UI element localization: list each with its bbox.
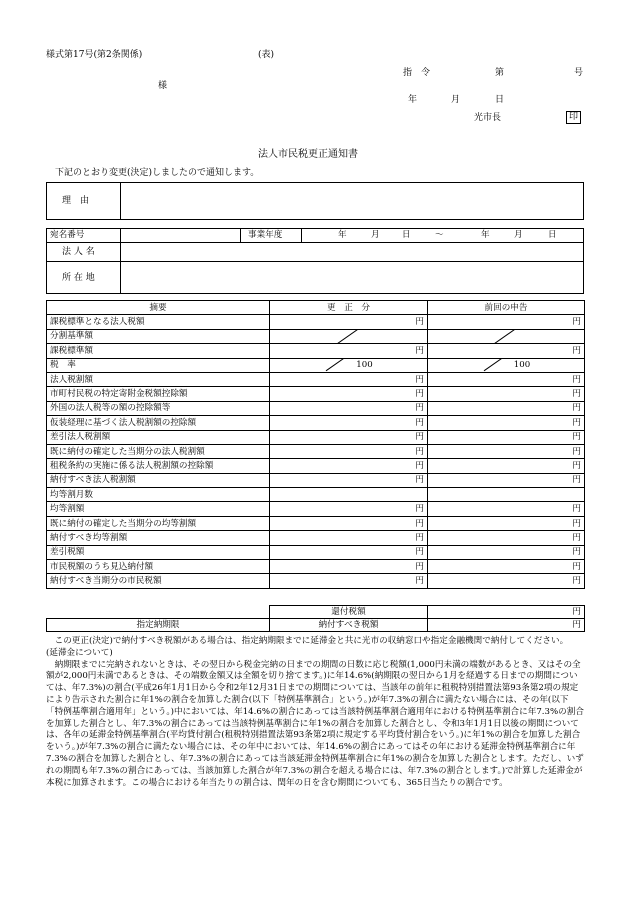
table-row (47, 344, 585, 358)
table-row (47, 459, 585, 473)
revised-cell (270, 416, 428, 430)
payable-label: 納付すべき税額 (270, 619, 428, 632)
table-row (47, 560, 585, 574)
previous-cell (428, 358, 585, 372)
row-label: 既に納付の確定した当期分の法人税割額 (47, 444, 270, 458)
previous-cell (428, 416, 585, 430)
previous-cell (428, 473, 585, 487)
row-label: 租税条約の実施に係る法人税割額の控除額 (47, 459, 270, 473)
notes-section (46, 636, 584, 789)
previous-cell (428, 430, 585, 444)
yen-unit: 円 (572, 389, 581, 400)
row-label: 課税標準となる法人税額 (47, 315, 270, 329)
yen-unit: 円 (415, 547, 424, 558)
period-from-month: 月 (371, 230, 380, 240)
header-summary: 摘要 (47, 301, 270, 315)
table-row (47, 574, 585, 588)
previous-cell (428, 531, 585, 545)
row-label: 差引税額 (47, 545, 270, 559)
row-label: 法人税割額 (47, 372, 270, 386)
revised-cell (270, 329, 428, 343)
previous-cell (428, 344, 585, 358)
previous-cell (428, 502, 585, 516)
corp-name-label: 法 人 名 (62, 247, 95, 257)
yen-unit: 円 (415, 345, 424, 356)
reason-label: 理 由 (62, 196, 90, 206)
table-row (47, 531, 585, 545)
table-row (47, 416, 585, 430)
previous-cell (428, 459, 585, 473)
table-row (47, 329, 585, 343)
revised-cell (270, 344, 428, 358)
rate-denominator: 100 (356, 360, 373, 371)
period-to-day: 日 (548, 230, 557, 240)
period-to-year: 年 (481, 230, 490, 240)
previous-cell (428, 560, 585, 574)
period-tilde: 〜 (435, 230, 444, 240)
revised-cell (270, 516, 428, 530)
yen-unit: 円 (572, 561, 581, 572)
row-label: 市町村民税の特定寄附金税額控除額 (47, 387, 270, 401)
yen-unit: 円 (572, 446, 581, 457)
revised-cell (270, 444, 428, 458)
yen-unit: 円 (415, 417, 424, 428)
payment-instruction: この更正(決定)で納付すべき税額がある場合は、指定納期限までに延滞金と共に光市の収納窓口や指定金融機関で納付してください。 (46, 636, 569, 646)
seal-mark: 印 (566, 111, 581, 124)
refund-label: 還付税額 (270, 606, 428, 619)
yen-unit: 円 (415, 432, 424, 443)
table-row (47, 473, 585, 487)
payable-yen: 円 (428, 619, 585, 632)
yen-unit: 円 (572, 475, 581, 486)
revised-cell (270, 502, 428, 516)
row-label: 均等割月数 (47, 488, 270, 502)
previous-cell (428, 401, 585, 415)
yen-unit: 円 (572, 317, 581, 328)
yen-unit: 円 (415, 317, 424, 328)
page-side-label: (表) (258, 50, 275, 60)
yen-unit: 円 (415, 374, 424, 385)
table-row (47, 516, 585, 530)
issuer-name: 光市長 (474, 113, 502, 123)
tax-table (46, 300, 585, 589)
yen-unit: 円 (572, 374, 581, 385)
row-label: 仮装経理に基づく法人税割額の控除額 (47, 416, 270, 430)
yen-unit: 円 (572, 460, 581, 471)
year-label: 年 (408, 95, 418, 105)
day-label: 日 (495, 95, 505, 105)
previous-cell (428, 516, 585, 530)
refund-yen: 円 (428, 606, 585, 619)
dai-label: 第 (495, 68, 505, 78)
rate-denominator: 100 (513, 360, 531, 371)
footer-table (46, 605, 585, 632)
go-label: 号 (574, 68, 584, 78)
slash-mark (483, 358, 502, 371)
yen-unit: 円 (415, 446, 424, 457)
sama-label: 様 (158, 81, 168, 91)
yen-unit: 円 (415, 475, 424, 486)
table-row (47, 387, 585, 401)
slash-mark (332, 329, 365, 343)
revised-cell (270, 387, 428, 401)
month-label: 月 (451, 95, 461, 105)
revised-cell (270, 574, 428, 588)
refund-row (47, 606, 585, 619)
table-row (47, 444, 585, 458)
table-header-row (47, 301, 585, 315)
previous-cell (428, 372, 585, 386)
row-label: 外国の法人税等の額の控除額等 (47, 401, 270, 415)
shirei-label: 指 令 (403, 68, 431, 78)
row-label: 分割基準額 (47, 329, 270, 343)
revised-cell (270, 459, 428, 473)
row-label: 差引法人税割額 (47, 430, 270, 444)
yen-unit: 円 (415, 504, 424, 515)
revised-cell (270, 401, 428, 415)
late-fee-body: 納期限までに完納されないときは、その翌日から税金完納の日までの期間の日数に応じ税額(1,000円未満の端数があるとき、又はその全額が2,000円未満であるときは、その端数金額又は全額を切り捨てます。)に年14.6%(納期限の翌日から1月を経過する日までの期間については、年7.3%)の割合(平成26年1月1日から令和2年12月31日までの期間については、当該年の前年に租税特別措置法第93条第2項の規定により告示された割合に年1%の割合を加算した割合(以下「特例基準割合」という。)が年7.3%の割合に満たない場合には、その年(以下「特例基準割合適用年」という。)中においては、年14.6%の割合にあっては当該特例基準割合適用年における特例基準割合に年7.3%の割合を加算した割合とし、年7.3%の割合にあっては当該特例基準割合に年1%の割合を加算した割合とし、令和3年1月1日以後の期間については、各年の延滞金特例基準割合(平均貸付割合(租税特別措置法第93条第2項に規定する平均貸付割合をいう。)に年1%の割合を加算した割合をいう。)が年7.3%の割合に満たない場合には、その年中においては、年14.6%の割合にあってはその年における延滞金特例基準割合に年7.3%の割合を加算した割合とし、年7.3%の割合にあっては当該延滞金特例基準割合に年1%の割合を加算した割合とします。ただし、いずれの期間も年7.3%の割合にあっては、当該加算した割合が年7.3%の割合を超える場合には、年7.3%の割合とします。)で計算した延滞金が本税に加算されます。この場合における年当たりの割合は、閏年の日を含む期間についても、365日当たりの割合です。 (46, 659, 584, 788)
row-label: 課税標準額 (47, 344, 270, 358)
revised-cell (270, 315, 428, 329)
table-row (47, 430, 585, 444)
previous-cell (428, 329, 585, 343)
yen-unit: 円 (415, 389, 424, 400)
revised-cell (270, 358, 428, 372)
due-date-label: 指定納期限 (47, 619, 270, 632)
previous-cell (428, 444, 585, 458)
previous-cell (428, 387, 585, 401)
row-label: 納付すべき法人税割額 (47, 473, 270, 487)
revised-cell (270, 488, 428, 502)
previous-cell (428, 545, 585, 559)
address-label: 所 在 地 (62, 273, 95, 283)
revised-cell (270, 560, 428, 574)
previous-cell (428, 488, 585, 502)
period-from-year: 年 (338, 230, 347, 240)
row-label: 既に納付の確定した当期分の均等割額 (47, 516, 270, 530)
slash-mark (326, 358, 345, 371)
table-row (47, 502, 585, 516)
row-label: 市民税額のうち見込納付額 (47, 560, 270, 574)
reason-box (46, 182, 584, 220)
revised-cell (270, 372, 428, 386)
due-row (47, 619, 585, 632)
row-label: 税 率 (47, 358, 270, 372)
row-label: 納付すべき当期分の市民税額 (47, 574, 270, 588)
revised-cell (270, 473, 428, 487)
table-row (47, 315, 585, 329)
yen-unit: 円 (572, 547, 581, 558)
revised-cell (270, 545, 428, 559)
yen-unit: 円 (572, 432, 581, 443)
period-to-month: 月 (514, 230, 523, 240)
intro-text: 下記のとおり変更(決定)しましたので通知します。 (55, 168, 260, 178)
table-row (47, 358, 585, 372)
yen-unit: 円 (415, 518, 424, 529)
fiscal-year-label: 事業年度 (248, 230, 283, 240)
table-row (47, 372, 585, 386)
revised-cell (270, 531, 428, 545)
row-label: 納付すべき均等割額 (47, 531, 270, 545)
slash-mark (489, 329, 522, 343)
yen-unit: 円 (572, 345, 581, 356)
yen-unit: 円 (415, 532, 424, 543)
table-row (47, 488, 585, 502)
yen-unit: 円 (572, 403, 581, 414)
previous-cell (428, 574, 585, 588)
yen-unit: 円 (415, 403, 424, 414)
period-from-day: 日 (402, 230, 411, 240)
yen-unit: 円 (415, 561, 424, 572)
table-body (47, 315, 585, 588)
header-revised: 更 正 分 (270, 301, 428, 315)
row-label: 均等割額 (47, 502, 270, 516)
late-fee-heading: (延滞金について) (46, 647, 113, 658)
table-row (47, 401, 585, 415)
table-row (47, 545, 585, 559)
document-title: 法人市民税更正通知書 (258, 149, 358, 160)
yen-unit: 円 (415, 460, 424, 471)
number-label: 宛名番号 (50, 230, 85, 240)
yen-unit: 円 (415, 576, 424, 587)
yen-unit: 円 (572, 532, 581, 543)
previous-cell (428, 315, 585, 329)
yen-unit: 円 (572, 576, 581, 587)
yen-unit: 円 (572, 417, 581, 428)
header-previous: 前回の申告 (428, 301, 585, 315)
form-number: 様式第17号(第2条関係) (46, 50, 143, 60)
revised-cell (270, 430, 428, 444)
yen-unit: 円 (572, 518, 581, 529)
yen-unit: 円 (572, 504, 581, 515)
